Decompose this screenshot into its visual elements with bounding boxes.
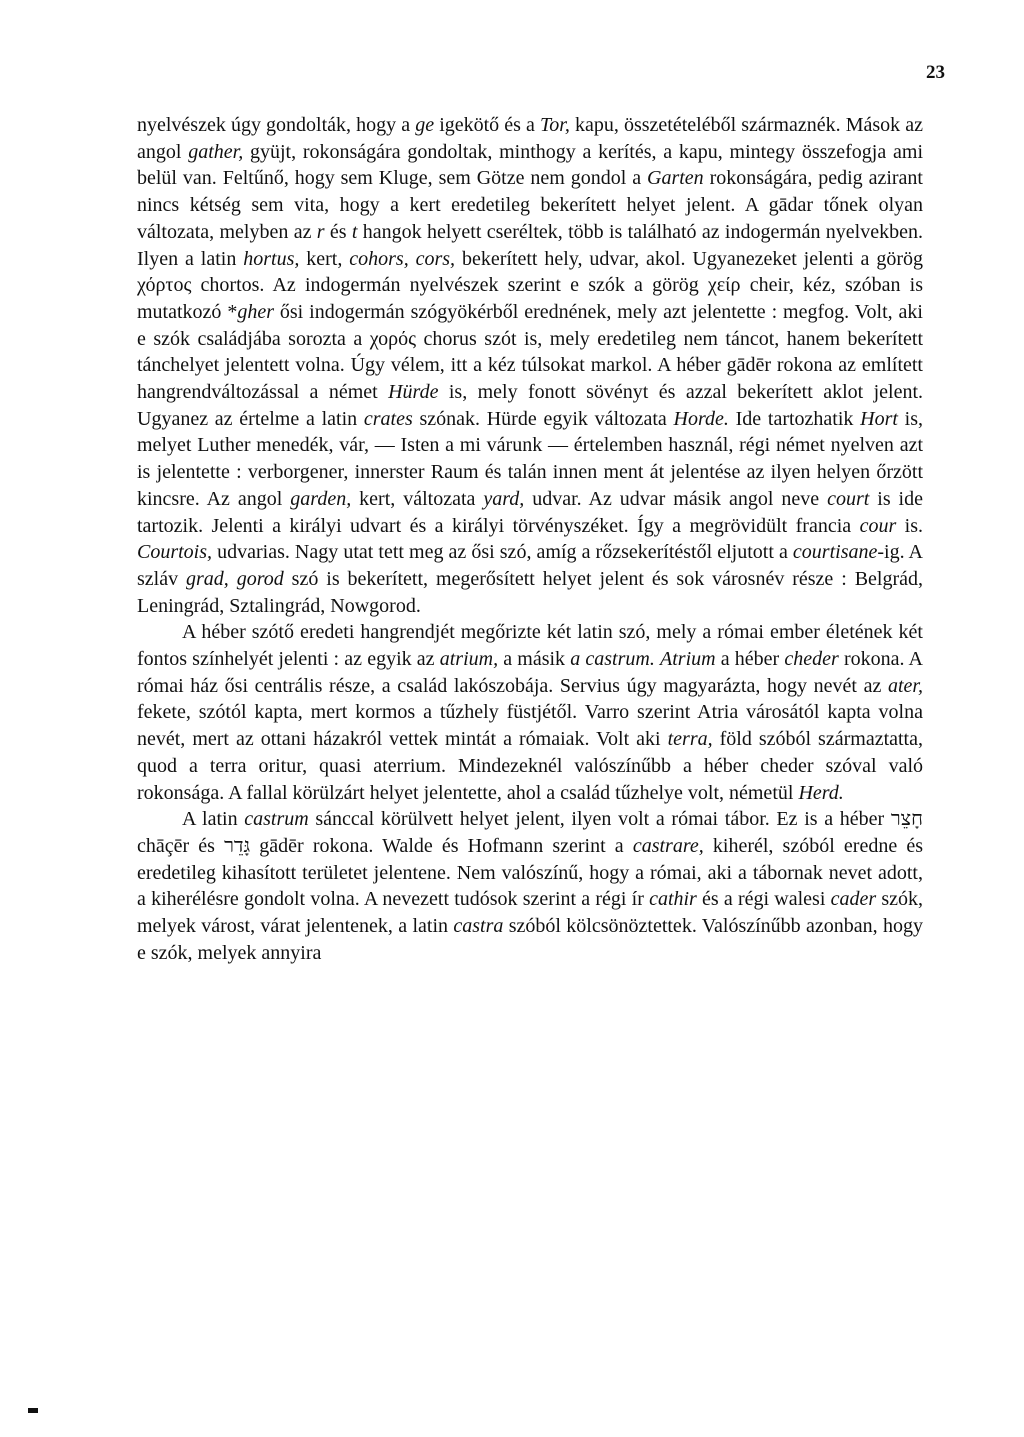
italic-term: Courtois, [137,541,213,564]
text-run: szóból kölcsönöztettek. Valószínűbb azonban, hogy e szók, melyek annyira [137,915,923,964]
italic-term: courtisane [792,541,878,564]
italic-term: hortus, [243,247,300,270]
text-run: hangok helyett cseréltek, több is található az indogermán nyelvekben. Ilyen a latin [137,220,923,270]
italic-term: ater, [888,674,923,697]
italic-term: court [827,487,870,510]
italic-term: Herd. [798,781,844,804]
italic-term: terra, [667,728,713,751]
italic-term: Hürde [388,381,439,404]
text-run: szó is bekerített, megerősített helyet jelent és sok városnév része : Belgrád, Leningrád, Sztalingrád, Nowgorod. [137,567,924,617]
text-run: szók, melyek várost, várat jelentenek, a latin [137,888,923,938]
text-run: a másik [498,648,571,671]
paragraph-2 [137,619,923,806]
text-run: bekerített hely, udvar, akol. Ugyanezeket jelenti a görög χόρτος chortos. Az indogermán nyelvészek szerint e szók a görög χείρ cheir, kéz, szóban is mutatkozó * [137,247,924,323]
italic-term: cader [830,888,877,911]
italic-term: yard, [483,487,525,510]
text-run: fekete, szótól kapta, mert kormos a tűzhely füstjétől. Varro szerint Atria városától kapta volna nevét, mert az ottani házakról vettek mintát a rómaiak. Volt aki [137,701,923,751]
text-run: is, melyet Luther menedék, vár, — Isten a mi várunk — értelemben használ, régi német nyelven azt is jelentette : verborgener, innerster Raum és talán innen ment át jelentése az ilyen helyen őrzött kincsre. Az angol [137,407,923,510]
scan-mark [28,1408,38,1413]
text-run: szónak. Hürde egyik változata [412,407,674,430]
text-run: is ide tartozik. Jelenti a királyi udvart és a királyi törvényszéket. Így a megrövidült francia [137,487,923,537]
italic-term: crates [363,407,413,430]
italic-term: castrum [244,808,309,831]
italic-term: castrare, [632,834,704,857]
italic-term: gather, [188,140,244,163]
italic-term: castra [453,915,504,938]
italic-term: garden, [290,487,352,510]
italic-term: cheder [784,648,839,671]
italic-term: Horde. [673,407,729,430]
text-run: udvarias. Nagy utat tett meg az ősi szó, amíg a rőzsekerítéstől eljutott a [212,541,793,564]
text-run: és [324,220,352,243]
text-run: ősi indogermán szógyökérből erednének, mely azt jelentette : megfog. Volt, aki e szók családjába sorozta a χορός chorus szót is, mely eredetileg nem táncot, hanem bekerített tánchelyet jelentett volna. Úgy vélem, itt a kéz túlsokat markol. A héber gādēr rokona az említett hangrendváltozással a német [137,300,923,404]
text-run: sánccal körülvett helyet jelent, ilyen volt a római tábor. Ez is a héber חָצֵר chāçēr és גָּדֵר gādēr rokona. Walde és Hofmann szerint a [137,808,923,857]
italic-term: t [351,220,358,243]
italic-term: Garten [647,167,704,190]
paragraph-1 [137,112,923,619]
italic-term: Hort [860,407,898,430]
body-text [137,112,923,967]
text-run: is, mely fonott sövényt és azzal bekerített aklot jelent. Ugyanez az értelme a latin [137,381,923,430]
text-run: rokona. A római ház ősi centrális része, a család lakószobája. Servius úgy magyarázta, hogy nevét az [137,648,924,697]
text-run: kert, [299,247,350,270]
text-run: kiherél, szóból eredne és eredetileg kihasított területet jelentene. Nem valószínű, hogy a római, aki a tábornak nevet adott, a kiherélésre gondolt volna. A nevezett tudósok szerint a régi ír [137,834,923,911]
page-number: 23 [926,62,945,83]
text-run: a héber [715,648,785,671]
italic-term: r [316,220,325,243]
text-run: rokonságára, pedig azirant nincs kétség sem vita, hogy a kert eredetileg bekerített helyet jelent. A gādar tőnek olyan változata, melyben az [137,167,923,243]
text-run: nyelvészek úgy gondolták, hogy a [137,114,416,136]
italic-term: ge [415,114,435,136]
text-run: föld szóból származtatta, quod a terra oritur, quasi aterrium. Mindezeknél valószínűbb a héber cheder szóval való rokonsága. A fallal körülzárt helyet jelentette, ahol a család tűzhelye volt, németül [137,728,923,804]
italic-term: atrium, [439,648,499,671]
italic-term: a castrum. [570,648,655,671]
text-run: kapu, összetételéből származnék. Mások az angol [137,114,923,163]
italic-term: Tor, [540,114,570,136]
italic-term: cour [859,514,897,537]
text-run: gyüjt, rokonságára gondoltak, minthogy a kerítés, a kapu, mintegy összefogja ami belül van. Feltűnő, hogy sem Kluge, sem Götze nem gondol a [137,140,923,190]
italic-term: gher [237,300,274,323]
text-run: A héber szótő eredeti hangrendjét megőrizte két latin szó, mely a római ember életének két fontos színhelyét jelenti : az egyik az [137,621,923,671]
text-run: Ide tartozhatik [728,407,861,430]
italic-term: Atrium [660,648,716,671]
text-run: igekötő és a [434,114,541,136]
italic-term: grad, gorod [186,567,284,590]
text-run: és a régi walesi [696,888,831,911]
text-run: -ig. A szláv [137,541,923,590]
text-run: kert, változata [351,487,484,510]
paragraph-3 [137,806,923,966]
text-run: A latin [182,808,245,831]
italic-term: cohors, cors, [349,247,456,270]
italic-term: cathir [649,888,697,911]
text-run: is. [896,514,923,537]
text-run: udvar. Az udvar másik angol neve [524,487,828,510]
